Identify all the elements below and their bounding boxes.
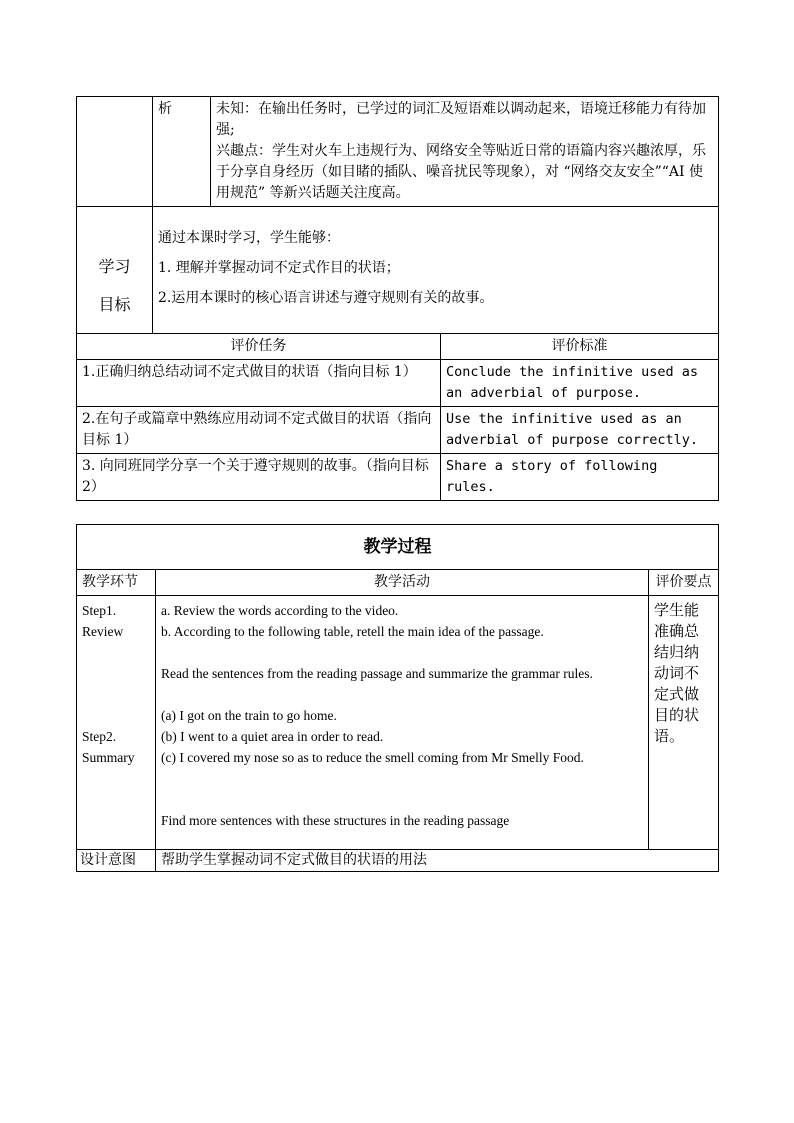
goal-item: 2.运用本课时的核心语言讲述与遵守规则有关的故事。 (158, 290, 494, 306)
activity-header: 教学活动 (156, 570, 649, 596)
analysis-unknown: 未知：在输出任务时，已学过的词汇及短语难以调动起来，语境迁移能力有待加强; (216, 101, 706, 138)
activity-line (161, 768, 643, 789)
learning-analysis-table (76, 96, 719, 501)
analysis-row (77, 97, 719, 207)
step1-name: Review (82, 624, 124, 639)
stage-cell (77, 596, 156, 850)
eval-header-row (77, 334, 719, 360)
activity-line: (c) I covered my nose so as to reduce the smell coming from Mr Smelly Food. (161, 750, 584, 765)
step2-name: Summary (82, 750, 135, 765)
eval-standard-cell: Conclude the infinitive used as an adverbial of purpose. (441, 360, 719, 407)
goals-intro: 通过本课时学习，学生能够： (158, 230, 340, 246)
activity-line (161, 789, 643, 810)
goals-label (77, 207, 153, 334)
analysis-label: 析 (153, 97, 211, 207)
eval-task-cell: 3. 向同班同学分享一个关于遵守规则的故事。（指向目标 2） (77, 454, 441, 501)
goals-row (77, 207, 719, 334)
goals-content (153, 207, 719, 334)
stage-header: 教学环节 (77, 570, 156, 596)
goal-item: 1. 理解并掌握动词不定式作目的状语； (158, 260, 400, 276)
eval-task-header: 评价任务 (77, 334, 441, 360)
activity-line: a. Review the words according to the video. (161, 603, 399, 618)
process-header-row (77, 570, 719, 596)
process-title: 教学过程 (77, 525, 719, 570)
analysis-content (211, 97, 719, 207)
teaching-process-table (76, 524, 719, 872)
goals-label-line2: 目标 (98, 295, 131, 314)
analysis-interest: 兴趣点：学生对火车上违规行为、网络安全等贴近日常的语篇内容兴趣浓厚，乐于分享自身经历（如目睹的插队、噪音扰民等现象），对 “网络交友安全”“AI 使用规范” 等新兴话题关注度高。 (216, 143, 706, 201)
activity-line: Read the sentences from the reading passage and summarize the grammar rules. (161, 666, 593, 681)
eval-standard-cell: Share a story of following rules. (441, 454, 719, 501)
eval-standard-header: 评价标准 (441, 334, 719, 360)
eval-task-cell: 2.在句子或篇章中熟练应用动词不定式做目的状语（指向目标 1） (77, 407, 441, 454)
design-label: 设计意图 (77, 850, 156, 872)
activity-line: Find more sentences with these structures in the reading passage (161, 813, 510, 828)
activity-line (161, 642, 643, 663)
activity-line: (b) I went to a quiet area in order to read. (161, 729, 384, 744)
activity-cell (156, 596, 649, 850)
process-body-row (77, 596, 719, 850)
goals-label-line1: 学习 (98, 257, 131, 276)
empty-cell (77, 97, 153, 207)
eval-row (77, 407, 719, 454)
eval-row (77, 360, 719, 407)
eval-points-cell: 学生能准确总结归纳动词不定式做目的状语。 (649, 596, 719, 850)
eval-standard-cell: Use the infinitive used as an adverbial of purpose correctly. (441, 407, 719, 454)
activity-line (161, 684, 643, 705)
eval-row (77, 454, 719, 501)
eval-points-header: 评价要点 (649, 570, 719, 596)
activity-line: b. According to the following table, retell the main idea of the passage. (161, 624, 544, 639)
process-title-row (77, 525, 719, 570)
eval-task-cell: 1.正确归纳总结动词不定式做目的状语（指向目标 1） (77, 360, 441, 407)
design-row (77, 850, 719, 872)
activity-line: (a) I got on the train to go home. (161, 708, 337, 723)
design-text: 帮助学生掌握动词不定式做目的状语的用法 (156, 850, 719, 872)
step2-number: Step2. (82, 729, 117, 744)
step1-number: Step1. (82, 603, 117, 618)
